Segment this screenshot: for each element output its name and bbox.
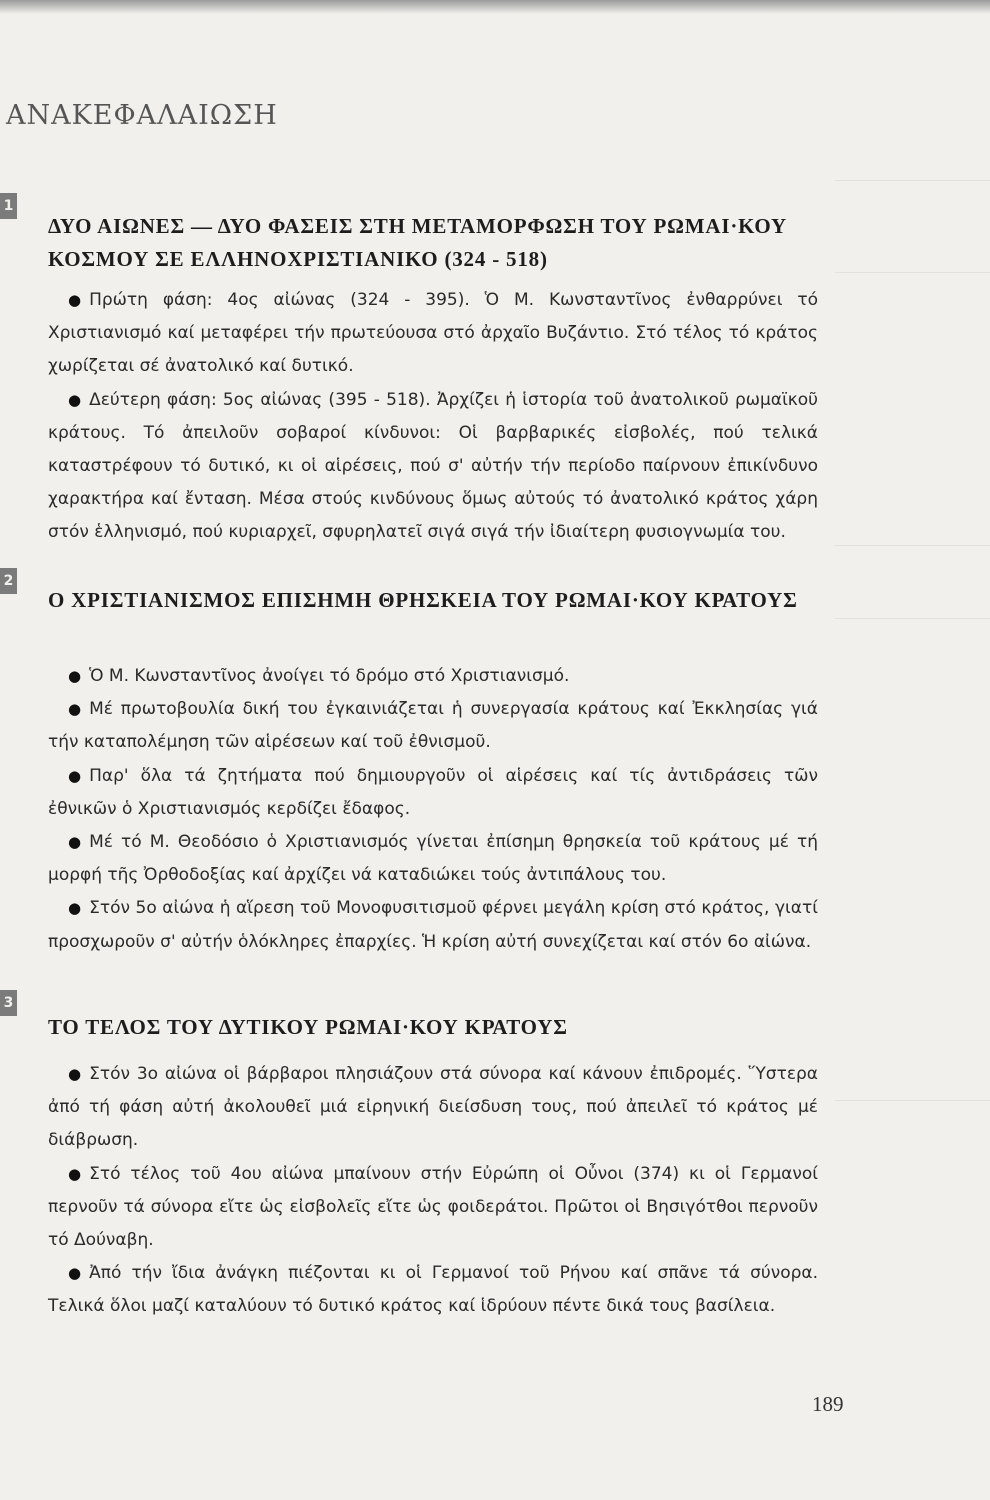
bullet-icon: ●	[68, 1164, 82, 1183]
bullet-icon: ●	[68, 291, 82, 309]
section-2-paragraph-1: ● Ὁ Μ. Κωνσταντῖνος ἀνοίγει τό δρόμο στό Χριστιανισμό.	[48, 660, 818, 693]
bleed-through-line	[835, 545, 990, 546]
bullet-icon: ●	[68, 390, 82, 409]
bullet-icon: ●	[68, 899, 82, 918]
section-3-paragraph-2: ● Στό τέλος τοῦ 4ου αἰώνα μπαίνουν στήν Εὐρώπη οἱ Οὖνοι (374) κι οἱ Γερμανοί περνοῦν τά σύνορα εἴτε ὡς εἰσβολεῖς εἴτε ὡς φοιδεράτοι. Πρῶτοι οἱ Βησιγότθοι περνοῦν τό Δούναβη.	[48, 1158, 818, 1258]
section-2-paragraph-5: ● Στόν 5ο αἰώνα ἡ αἵρεση τοῦ Μονοφυσιτισμοῦ φέρνει μεγάλη κρίση στό κράτος, γιατί προσχωροῦν σ' αὐτήν ὁλόκληρες ἐπαρχίες. Ἡ κρίση αὐτή συνεχίζεται καί στόν 6ο αἰώνα.	[48, 892, 818, 958]
page-number: 189	[812, 1392, 844, 1416]
bleed-through-line	[835, 618, 990, 619]
section-2-paragraph-3: ● Παρ' ὅλα τά ζητήματα πού δημιουργοῦν οἱ αἱρέσεις καί τίς ἀντιδράσεις τῶν ἐθνικῶν ὁ Χριστιανισμός κερδίζει ἔδαφος.	[48, 760, 818, 826]
section-marker-3: 3	[0, 990, 17, 1016]
bleed-through-line	[835, 272, 990, 273]
section-marker-2: 2	[0, 568, 17, 594]
section-1-paragraph-1: ● Πρώτη φάση: 4ος αἰώνας (324 - 395). Ὁ Μ. Κωνσταντῖνος ἐνθαρρύνει τό Χριστιανισμό καί μεταφέρει τήν πρωτεύουσα στό ἀρχαῖο Βυζάντιο. Στό τέλος τό κράτος χωρίζεται σέ ἀνατολικό καί δυτικό.	[48, 284, 818, 384]
bullet-icon: ●	[68, 766, 82, 785]
section-2-paragraph-4: ● Μέ τό Μ. Θεοδόσιο ὁ Χριστιανισμός γίνεται ἐπίσημη θρησκεία τοῦ κράτους μέ τή μορφή τῆς Ὀρθοδοξίας καί ἀρχίζει νά καταδιώκει τούς ἀντιπάλους του.	[48, 826, 818, 892]
bullet-icon: ●	[68, 700, 82, 719]
page-heading: ΑΝΑΚΕΦΑΛΑΙΩΣΗ	[6, 100, 278, 131]
bullet-icon: ●	[68, 833, 82, 852]
section-1-paragraph-2: ● Δεύτερη φάση: 5ος αἰώνας (395 - 518). Ἀρχίζει ἡ ἱστορία τοῦ ἀνατολικοῦ ρωμαϊκοῦ κράτους. Τό ἀπειλοῦν σοβαροί κίνδυνοι: Οἱ βαρβαρικές εἰσβολές, πού τελικά καταστρέφουν τό δυτικό, κι οἱ αἱρέσεις, πού σ' αὐτήν τήν περίοδο παίρνουν ἐπικίνδυνο χαρακτήρα καί ἔνταση. Μέσα στούς κινδύνους ὅμως αὐτούς τό ἀνατολικό κράτος χάρη στόν ἑλληνισμό, πού κυριαρχεῖ, σφυρηλατεῖ σιγά σιγά τήν ἰδιαίτερη φυσιογνωμία του.	[48, 384, 818, 550]
section-3-paragraph-1: ● Στόν 3ο αἰώνα οἱ βάρβαροι πλησιάζουν στά σύνορα καί κάνουν ἐπιδρομές. Ὕστερα ἀπό τή φάση αὐτή ἀκολουθεῖ μιά εἰρηνική διείσδυση τους, πού ἀπειλεῖ τό κράτος μέ διάβρωση.	[48, 1058, 818, 1158]
bullet-icon: ●	[68, 667, 82, 685]
bullet-icon: ●	[68, 1264, 82, 1283]
bleed-through-line	[835, 180, 990, 181]
section-3-body	[48, 1058, 818, 1324]
bullet-icon: ●	[68, 1065, 82, 1083]
section-3-paragraph-3: ● Ἀπό τήν ἴδια ἀνάγκη πιέζονται κι οἱ Γερμανοί τοῦ Ρήνου καί σπᾶνε τά σύνορα. Τελικά ὅλοι μαζί καταλύουν τό δυτικό κράτος καί ἱδρύουν πέντε δικά τους βασίλεια.	[48, 1257, 818, 1323]
section-2-title: Ο ΧΡΙΣΤΙΑΝΙΣΜΟΣ ΕΠΙΣΗΜΗ ΘΡΗΣΚΕΙΑ ΤΟΥ ΡΩΜΑΙ·ΚΟΥ ΚΡΑΤΟΥΣ	[48, 588, 798, 612]
bleed-through-line	[835, 1100, 990, 1101]
section-2-body	[48, 660, 818, 959]
section-3-title: ΤΟ ΤΕΛΟΣ ΤΟΥ ΔΥΤΙΚΟΥ ΡΩΜΑΙ·ΚΟΥ ΚΡΑΤΟΥΣ	[48, 1015, 568, 1039]
section-1-title: ΔΥΟ ΑΙΩΝΕΣ — ΔΥΟ ΦΑΣΕΙΣ ΣΤΗ ΜΕΤΑΜΟΡΦΩΣΗ ΤΟΥ ΡΩΜΑΙ·ΚΟΥ ΚΟΣΜΟΥ ΣΕ ΕΛΛΗΝΟΧΡΙΣΤΙΑΝΙΚΟ (324 - 518)	[48, 214, 787, 271]
section-1-body	[48, 284, 818, 550]
scan-top-edge	[0, 0, 990, 14]
section-marker-1: 1	[0, 193, 17, 219]
section-2-paragraph-2: ● Μέ πρωτοβουλία δική του ἐγκαινιάζεται ἡ συνεργασία κράτους καί Ἐκκλησίας γιά τήν καταπολέμηση τῶν αἱρέσεων καί τοῦ ἐθνισμοῦ.	[48, 693, 818, 759]
